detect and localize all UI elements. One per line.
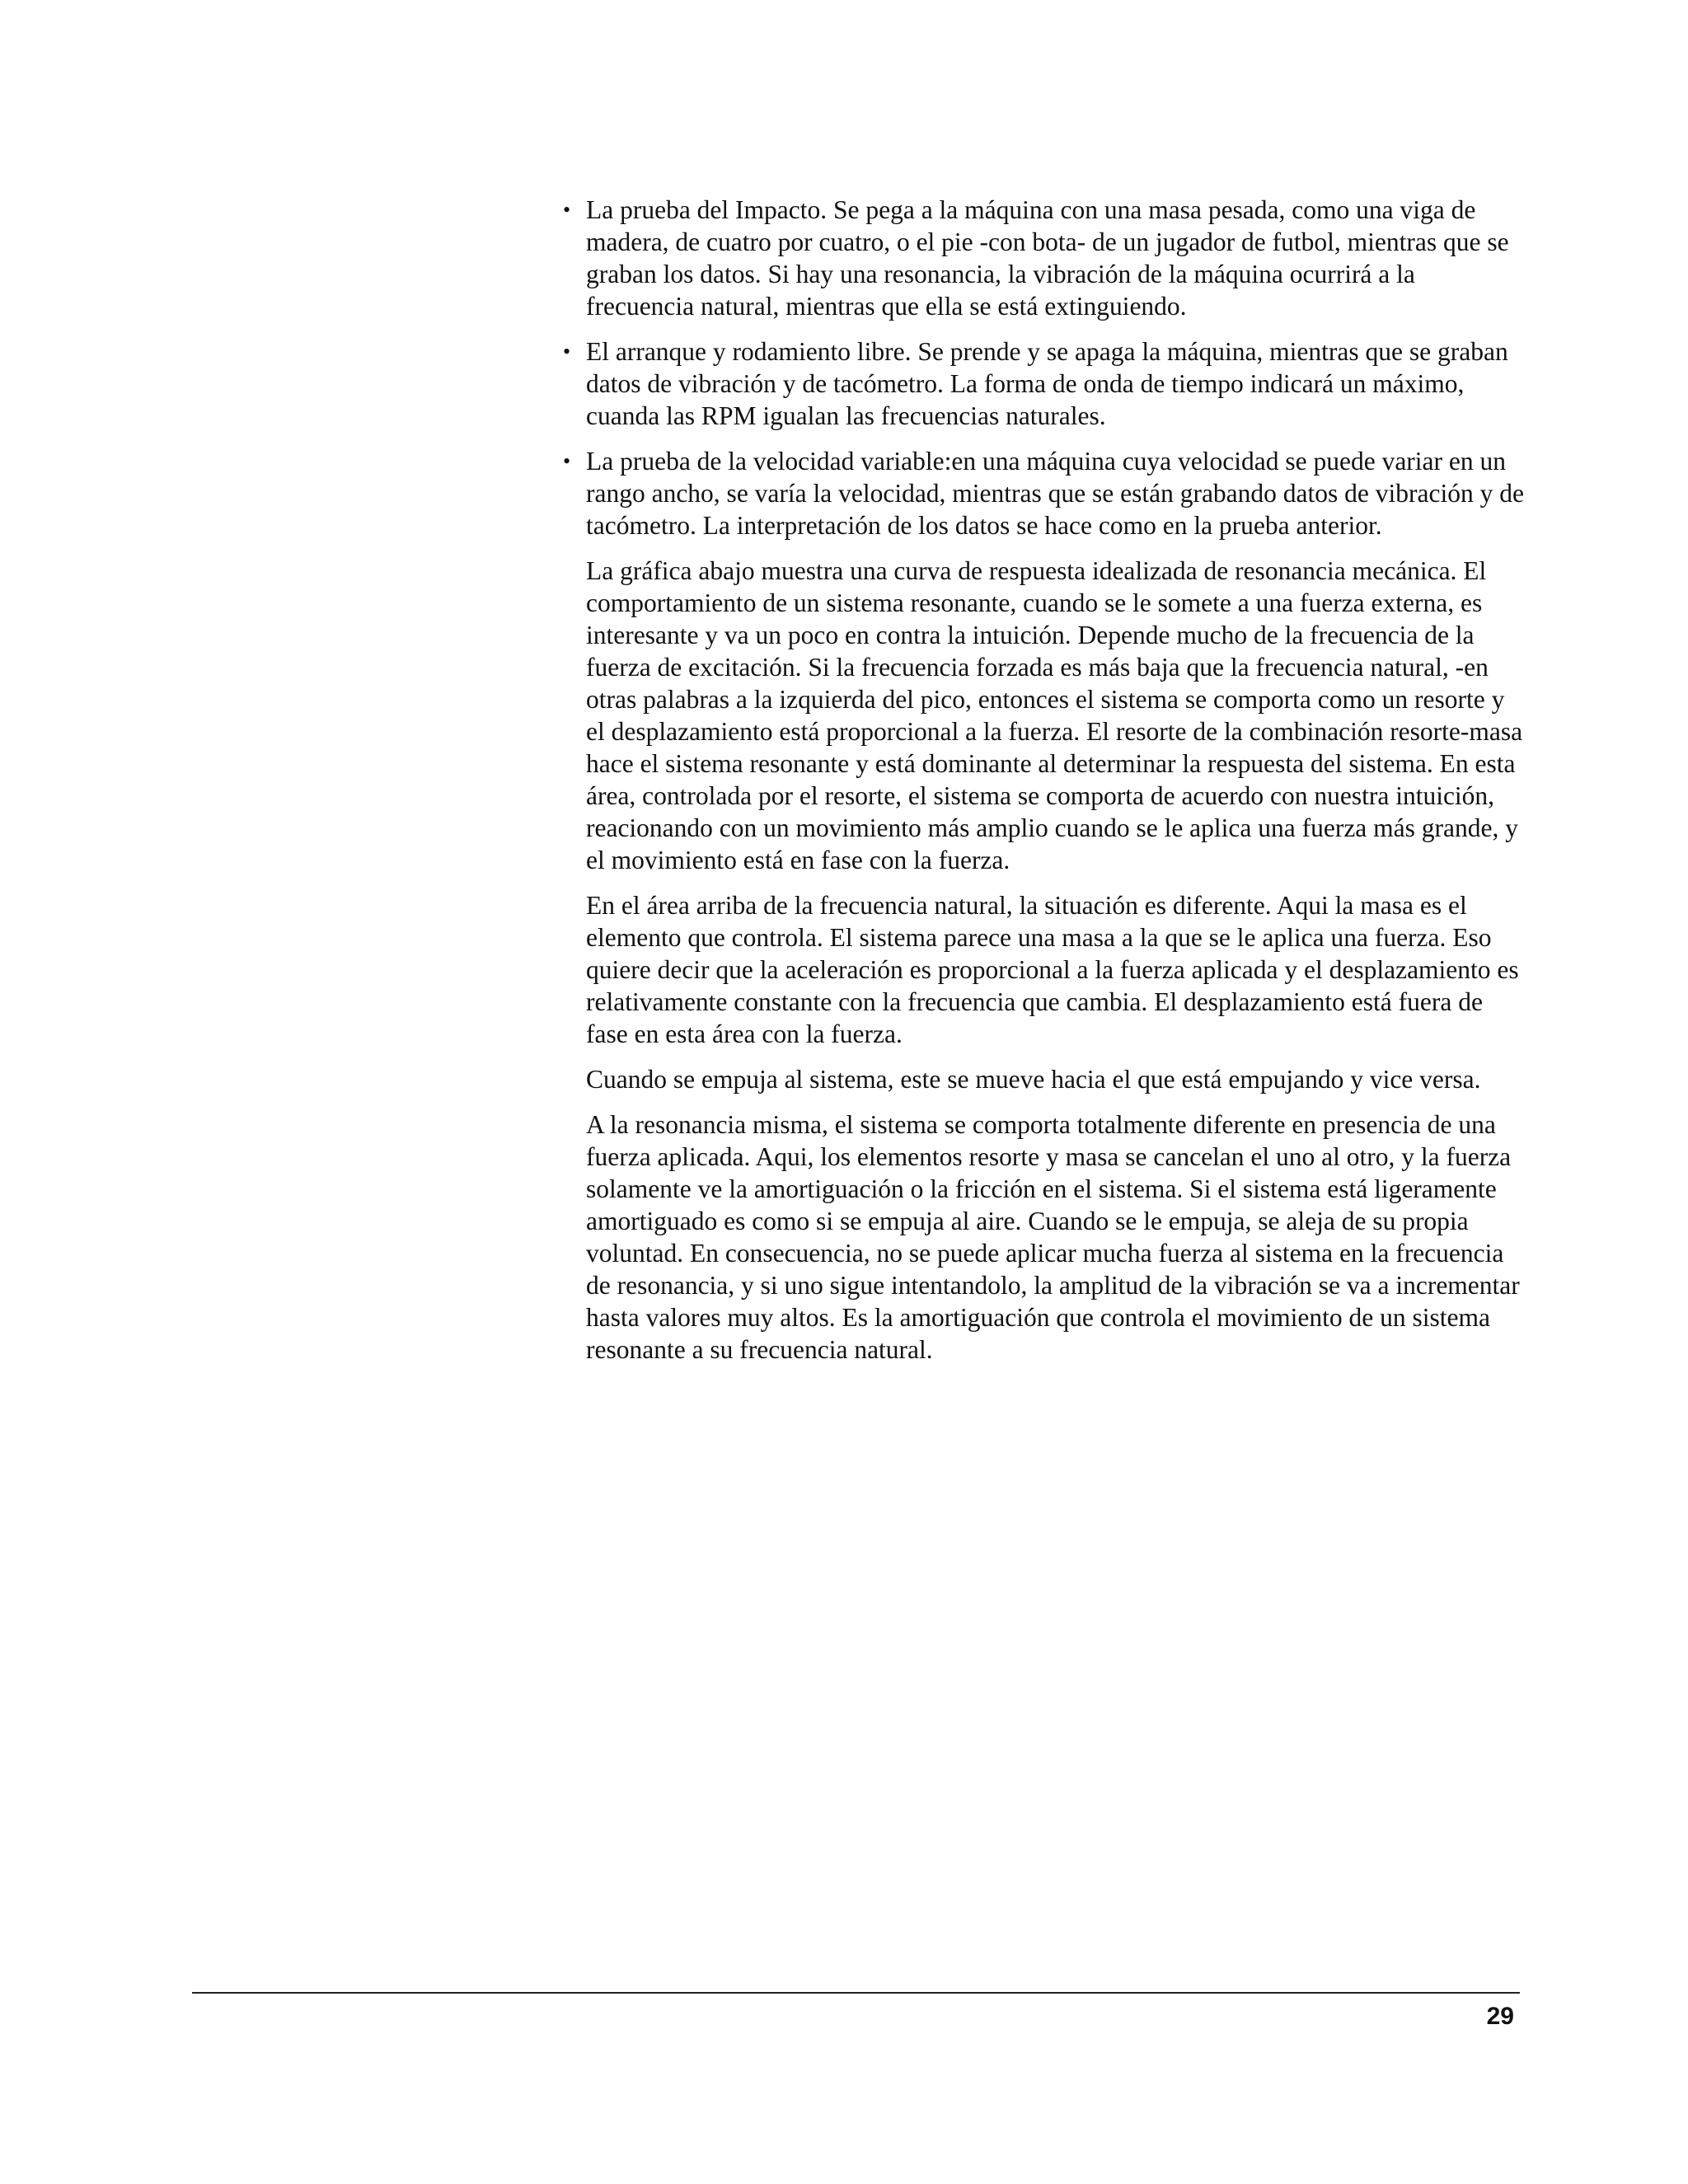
body-text [563, 194, 1526, 1379]
bullet-text: La prueba de la velocidad variable:en una máquina cuya velocidad se puede variar en un rango ancho, se varía la velocidad, mientras que se están grabando datos de vibración y de tacómetro. La interpretación de los datos se hace como en la prueba anterior. [586, 447, 1524, 540]
bullet-marker: • [563, 198, 571, 222]
page-number: 29 [1486, 2003, 1514, 2030]
bullet-marker: • [563, 340, 571, 363]
bullet-text: El arranque y rodamiento libre. Se prende y se apaga la máquina, mientras que se graban datos de vibración y de tacómetro. La forma de onda de tiempo indicará un máximo, cuanda las RPM igualan las frecuencias naturales. [586, 337, 1508, 430]
bullet-item-variable-speed [563, 445, 1526, 541]
paragraph-at-resonance: A la resonancia misma, el sistema se comporta totalmente diferente en presencia de una fuerza aplicada. Aqui, los elementos resorte y masa se cancelan el uno al otro, y la fuerza solamente ve la amortiguación o la fricción en el sistema. Si el sistema está ligeramente amortiguado es como si se empuja al aire. Cuando se le empuja, se aleja de su propia voluntad. En consecuencia, no se puede aplicar mucha fuerza al sistema en la frecuencia de resonancia, y si uno sigue intentandolo, la amplitud de la vibración se va a incrementar hasta valores muy altos. Es la amortiguación que controla el movimiento de un sistema resonante a su frecuencia natural. [586, 1110, 1520, 1364]
bullet-marker: • [563, 449, 571, 473]
bullet-text: La prueba del Impacto. Se pega a la máquina con una masa pesada, como una viga de madera, de cuatro por cuatro, o el pie -con bota- de un jugador de futbol, mientras que se graban los datos. Si hay una resonancia, la vibración de la máquina ocurrirá a la frecuencia natural, mientras que ella se está extinguiendo. [586, 195, 1509, 321]
paragraph-push-system: Cuando se empuja al sistema, este se mueve hacia el que está empujando y vice versa. [586, 1065, 1481, 1094]
bullet-item-impact-test [563, 194, 1526, 322]
footer-divider [192, 1992, 1520, 1994]
bullet-item-coastdown [563, 335, 1526, 432]
paragraph-mass-controlled: En el área arriba de la frecuencia natural, la situación es diferente. Aqui la masa es el elemento que controla. El sistema parece una masa a la que se le aplica una fuerza. Eso quiere decir que la aceleración es proporcional a la fuerza aplicada y el desplazamiento es relativamente constante con la frecuencia que cambia. El desplazamiento está fuera de fase en esta área con la fuerza. [586, 891, 1519, 1048]
paragraph-resonance-curve: La gráfica abajo muestra una curva de respuesta idealizada de resonancia mecánica. El comportamiento de un sistema resonante, cuando se le somete a una fuerza externa, es interesante y va un poco en contra la intuición. Depende mucho de la frecuencia de la fuerza de excitación. Si la frecuencia forzada es más baja que la frecuencia natural, -en otras palabras a la izquierda del pico, entonces el sistema se comporta como un resorte y el desplazamiento está proporcional a la fuerza. El resorte de la combinación resorte-masa hace el sistema resonante y está dominante al determinar la respuesta del sistema. En esta área, controlada por el resorte, el sistema se comporta de acuerdo con nuestra intuición, reacionando con un movimiento más amplio cuando se le aplica una fuerza más grande, y el movimiento está en fase con la fuerza. [586, 556, 1523, 874]
